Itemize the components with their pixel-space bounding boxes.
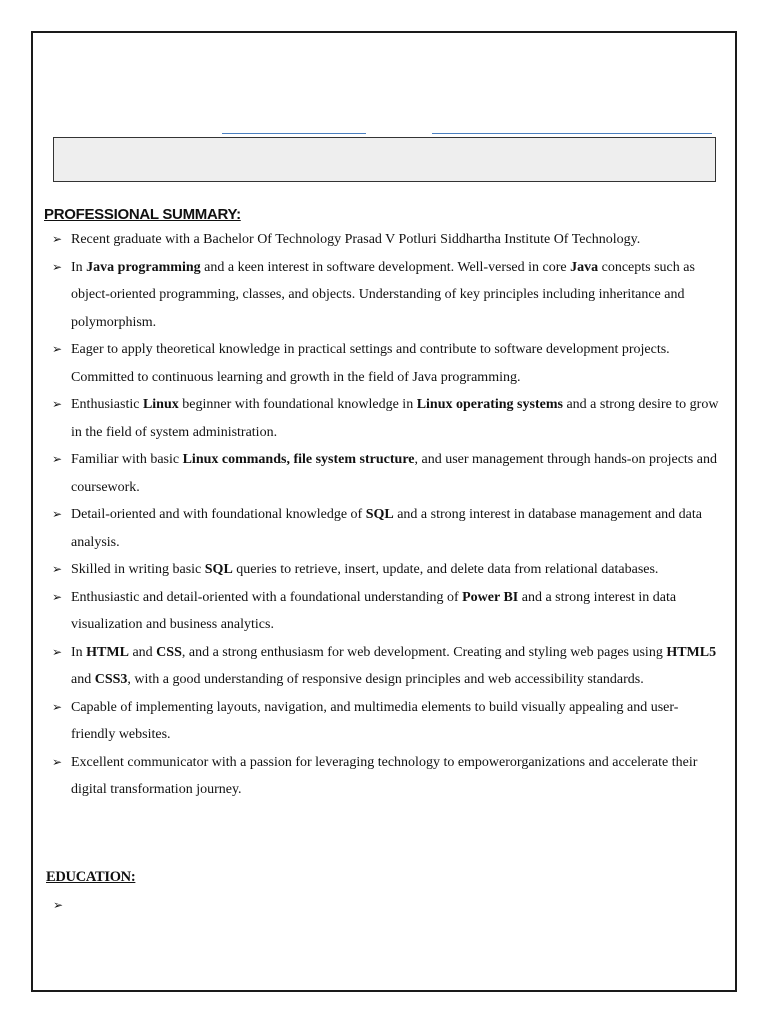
summary-bullet-item bbox=[52, 391, 722, 446]
summary-bullet-item bbox=[52, 639, 722, 694]
summary-text: Skilled in writing basic bbox=[71, 562, 205, 577]
summary-text: Enthusiastic and detail-oriented with a foundational understanding of bbox=[71, 589, 463, 605]
summary-text: , and user management through hands-on projects and coursework. bbox=[71, 452, 717, 495]
summary-text: Familiar with basic bbox=[71, 452, 183, 467]
summary-bullet-item bbox=[52, 336, 722, 391]
summary-bullet-item bbox=[52, 556, 722, 584]
summary-text: and bbox=[71, 672, 95, 687]
arrow-bullet-icon: ➢ bbox=[52, 644, 63, 659]
education-heading: EDUCATION: bbox=[46, 869, 136, 885]
education-bullet-icon: ➢ bbox=[53, 898, 64, 912]
summary-keyword: HTML5 bbox=[666, 644, 717, 660]
summary-text: and a strong interest in data visualization and business analytics. bbox=[71, 589, 677, 632]
summary-keyword: Linux bbox=[142, 397, 179, 412]
summary-text: Excellent communicator with a passion for leveraging technology to empowerorganizations and accelerate their digital transformation journey. bbox=[71, 754, 698, 797]
arrow-bullet-icon: ➢ bbox=[52, 754, 63, 769]
arrow-bullet-icon: ➢ bbox=[52, 259, 63, 274]
summary-bullet-item bbox=[52, 694, 722, 749]
summary-text: and a keen interest in software development. Well-versed in core bbox=[200, 259, 571, 275]
arrow-bullet-icon: ➢ bbox=[52, 562, 63, 576]
arrow-bullet-icon: ➢ bbox=[52, 397, 63, 411]
summary-text: and a strong interest in database management and data analysis. bbox=[71, 507, 702, 550]
summary-text: In bbox=[71, 259, 87, 275]
summary-keyword: Linux operating systems bbox=[416, 397, 563, 412]
summary-text: queries to retrieve, insert, update, and delete data from relational databases. bbox=[232, 562, 659, 577]
summary-keyword: CSS3 bbox=[94, 672, 128, 687]
summary-text: Capable of implementing layouts, navigation, and multimedia elements to build visually appealing and user-friendly websites. bbox=[71, 699, 679, 742]
professional-summary-heading: PROFESSIONAL SUMMARY: bbox=[44, 206, 241, 223]
summary-text: Eager to apply theoretical knowledge in practical settings and contribute to software development projects. Committed to continuous learning and growth in the field of Java programming. bbox=[71, 342, 670, 385]
arrow-bullet-icon: ➢ bbox=[52, 232, 63, 246]
summary-bullet-list bbox=[52, 226, 722, 804]
summary-text: , and a strong enthusiasm for web development. Creating and styling web pages using bbox=[181, 644, 667, 660]
summary-keyword: SQL bbox=[204, 562, 233, 577]
summary-text: beginner with foundational knowledge in bbox=[178, 397, 417, 412]
arrow-bullet-icon: ➢ bbox=[52, 507, 63, 521]
summary-text: In bbox=[71, 644, 87, 660]
arrow-bullet-icon: ➢ bbox=[52, 589, 63, 604]
summary-bullet-item bbox=[52, 254, 722, 337]
arrow-bullet-icon: ➢ bbox=[52, 342, 63, 356]
summary-keyword: Java programming bbox=[86, 259, 201, 275]
summary-keyword: SQL bbox=[365, 507, 394, 522]
contact-link-underline[interactable] bbox=[222, 133, 366, 134]
summary-keyword: Power BI bbox=[462, 589, 519, 605]
summary-keyword: Java bbox=[570, 259, 599, 275]
summary-text: Detail-oriented and with foundational knowledge of bbox=[71, 507, 366, 522]
summary-keyword: HTML bbox=[86, 644, 129, 660]
summary-bullet-item bbox=[52, 584, 722, 639]
arrow-bullet-icon: ➢ bbox=[52, 699, 63, 714]
summary-text: Recent graduate with a Bachelor Of Technology Prasad V Potluri Siddhartha Institute Of Technology. bbox=[71, 232, 641, 247]
summary-text: Enthusiastic bbox=[71, 397, 143, 412]
summary-bullet-item bbox=[52, 749, 722, 804]
summary-text: concepts such as object-oriented programming, classes, and objects. Understanding of key principles including inheritance and polymorphism. bbox=[71, 259, 695, 330]
summary-text: and bbox=[128, 644, 157, 660]
summary-keyword: Linux commands, file system structure bbox=[182, 452, 415, 467]
name-header-box bbox=[53, 137, 716, 182]
contact-link-underline[interactable] bbox=[432, 133, 712, 134]
summary-bullet-item bbox=[52, 226, 722, 254]
summary-keyword: CSS bbox=[156, 644, 182, 660]
summary-text: , with a good understanding of responsive design principles and web accessibility standards. bbox=[127, 672, 644, 687]
summary-text: and a strong desire to grow in the field of system administration. bbox=[71, 397, 719, 440]
arrow-bullet-icon: ➢ bbox=[52, 452, 63, 466]
summary-bullet-item bbox=[52, 501, 722, 556]
summary-bullet-item bbox=[52, 446, 722, 501]
